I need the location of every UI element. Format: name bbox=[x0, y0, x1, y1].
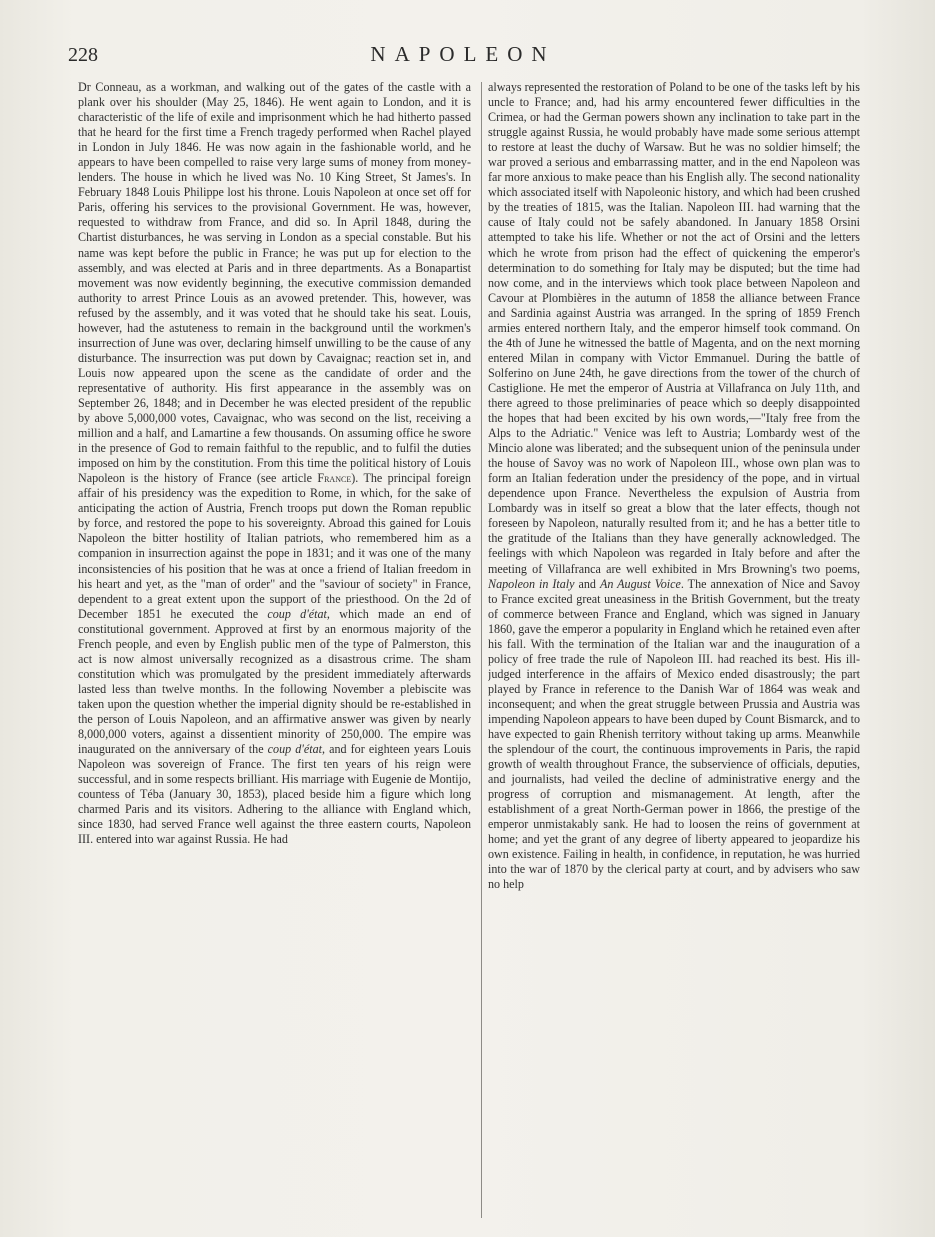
poem-title: An August Voice bbox=[599, 576, 681, 591]
text-segment: always represented the restoration of Poland to be one of the tasks left by his uncle to France; and, had his army encountered fewer difficulties in the Crimea, or had the German powers shown any inclination to take part in the struggle against Russia, he would probably have made some serious attempt to restore at least the duchy of Warsaw. But he was no soldier himself; the war proved a serious and embarrassing matter, and in the end Napoleon was far more anxious to make peace than his English ally. The second nationality which associated itself with Napoleonic history, and which had been crushed by the treaties of 1815, was the Italian. Napoleon III. had warning that the cause of Italy could not be safely abandoned. In January 1858 Orsini attempted to take his life. Whether or not the act of Orsini and the letters which he wrote from prison had the effect of quickening the emperor's determination to do something for Italy may be disputed; but the time had now come, and in the interviews which took place between Napoleon and Cavour at Plombières in the autumn of 1858 the alliance between France and Sardinia against Austria was arranged. In the spring of 1859 French armies entered northern Italy, and the emperor himself took command. On the 4th of June he witnessed the battle of Magenta, and on the next morning entered Milan in company with Victor Emmanuel. During the battle of Solferino on June 24th, he gave directions from the tower of the church of Castiglione. He met the emperor of Austria at Villafranca on July 11th, and there agreed to those preliminaries of peace which so deeply disappointed the hopes that had been excited by his own words,—"Italy free from the Alps to the Adriatic." Venice was left to Austria; Lombardy west of the Mincio alone was liberated; and the subsequent union of the peninsula under the house of Savoy was no work of Napoleon III., whose own plan was to form an Italian federation under the presidency of the pope, and in virtual dependence upon France. Nevertheless the expulsion of Austria from Lombardy was in itself so great a blow that the later effects, though not foreseen by Napoleon, naturally resulted from it; and he has a better title to the gratitude of the Italians than they have generally acknowledged. The feelings with which Napoleon was regarded in Italy before and after the meeting of Villafranca are well exhibited in Mrs Browning's two poems, bbox=[488, 80, 860, 576]
italic-term: coup d'état bbox=[267, 742, 323, 757]
italic-term: coup d'état bbox=[267, 606, 327, 621]
left-paragraph bbox=[78, 80, 471, 847]
right-column bbox=[488, 80, 860, 1220]
text-segment: and bbox=[574, 576, 600, 591]
right-paragraph bbox=[488, 80, 860, 893]
text-segment: , which made an end of constitutional government. Approved at first by an enormous majority of the French people, and even by English public men of the type of Palmerston, this act is now almost universally recognized as a disastrous crime. The sham constitution which was promulgated by the president immediately afterwards lasted less than twelve months. In the following November a plebiscite was taken upon the question whether the imperial dignity should be re-established in the person of Louis Napoleon, and an affirmative answer was given by nearly 8,000,000 voters, against a dissentient minority of 250,000. The empire was inaugurated on the anniversary of the bbox=[78, 606, 471, 757]
text-segment: , and for eighteen years Louis Napoleon was sovereign of France. The first ten years of his reign were successful, and in some respects brilliant. His marriage with Eugenie de Montijo, countess of Téba (January 30, 1853), placed beside him a figure which long charmed Paris and its visitors. Adhering to the alliance with England which, since 1830, had served France well against the three eastern courts, Napoleon III. entered into war against Russia. He had bbox=[78, 742, 471, 847]
page-header bbox=[68, 40, 858, 76]
running-head: NAPOLEON bbox=[370, 42, 556, 66]
cross-reference-france: France bbox=[317, 471, 352, 486]
left-column bbox=[78, 80, 471, 1220]
column-divider bbox=[481, 82, 482, 1218]
text-segment: . The annexation of Nice and Savoy to France excited great uneasiness in the British Government, but the treaty of commerce between France and England, which was signed in January 1860, gave the emperor a popularity in England which he retained even after his fall. With the termination of the Italian war and the inauguration of a policy of free trade the rule of Napoleon III. had reached its best. His ill-judged interference in the affairs of Mexico ended disastrously; the part played by France in reference to the Danish War of 1864 was weak and inconsequent; and when the great struggle between Prussia and Austria was impending Napoleon appears to have been duped by Count Bismarck, and to have expected to gain Rhenish territory without taking up arms. Meanwhile the splendour of the court, the continuous improvements in Paris, the rapid growth of wealth throughout France, the subservience of officials, deputies, and journalists, had veiled the decline of administrative energy and the progress of corruption and mismanagement. At length, after the establishment of a great North-German power in 1866, the prestige of the emperor unmistakably sank. He had to loosen the reins of government at home; and yet the grant of any degree of liberty appeared to jeopardize his own existence. Failing in health, in confidence, in reputation, he was hurried into the war of 1870 by the clerical party at court, and by advisers who saw no help bbox=[488, 576, 860, 892]
text-segment: Dr Conneau, as a workman, and walking out of the gates of the castle with a plank over his shoulder (May 25, 1846). He went again to London, and it is characteristic of the life of exile and imprisonment which he had hitherto passed that he heard for the first time a French tragedy performed when Rachel played in London in July 1846. He was now again in the fashionable world, and he appears to have been compelled to raise very large sums of money from money-lenders. The house in which he lived was No. 10 King Street, St James's. In February 1848 Louis Philippe lost his throne. Louis Napoleon at once set off for Paris, offering his services to the provisional Government. He was, however, requested to withdraw from France, and did so. In April 1848, during the Chartist disturbances, he was serving in London as a special constable. But his name was kept before the public in France; he was put up for election to the assembly, and was elected at Paris and in three departments. As a Bonapartist movement was now evidently beginning, the executive commission demanded authority to arrest Prince Louis as an avowed pretender. This, however, was refused by the assembly, and it was voted that he should take his seat. Louis, however, had the astuteness to remain in the background until the workmen's insurrection of June was over, declaring himself unwilling to be the cause of any disturbance. The insurrection was put down by Cavaignac; reaction set in, and Louis now appeared upon the scene as the candidate of order and the representative of authority. His first appearance in the assembly was on September 26, 1848; and in December he was elected president of the republic by above 5,000,000 votes, Cavaignac, who was second on the list, receiving a million and a half, and Lamartine a few thousands. On assuming office he swore in the presence of God to remain faithful to the republic, and to fulfil the duties imposed on him by the constitution. From this time the political history of Louis Napoleon is the history of France (see article bbox=[78, 80, 471, 486]
text-segment: ). The principal foreign affair of his presidency was the expedition to Rome, in which, for the sake of anticipating the action of Austria, French troops put down the Roman republic by force, and restored the pope to his sovereignty. Abroad this gained for Louis Napoleon the bitter hostility of Italian patriots, who remembered him as a companion in insurrection against the pope in 1831; and it was one of the many inconsistencies of his position that he was at once a friend of Italian freedom in his heart and yet, as the "man of order" and the "saviour of society" in France, dependent to a great extent upon the support of the priesthood. On the 2d of December 1851 he executed the bbox=[78, 471, 471, 621]
poem-title: Napoleon in Italy bbox=[488, 576, 575, 591]
page-number: 228 bbox=[68, 44, 98, 66]
